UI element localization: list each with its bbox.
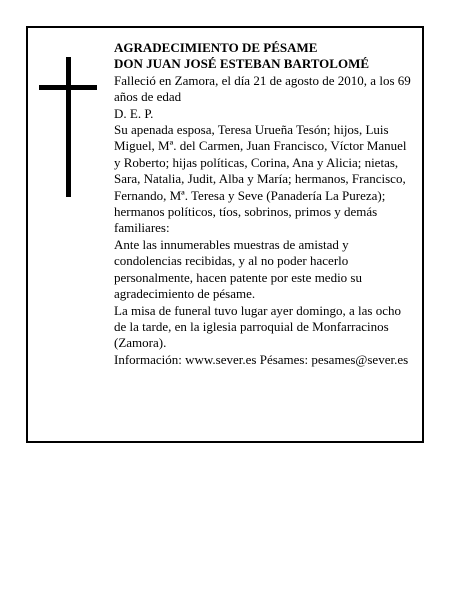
cross-horizontal-bar (39, 85, 97, 90)
notice-title: AGRADECIMIENTO DE PÉSAME (114, 40, 318, 55)
rip-line: D. E. P. (114, 105, 154, 121)
cross-vertical-bar (66, 57, 71, 197)
obituary-notice (26, 26, 424, 443)
thanks-paragraph: Ante las innumerables muestras de amistad y condolencias recibidas, y al no poder hacerlo personalmente, hacen patente por este medio su agradecimiento de pésame. (114, 236, 362, 302)
death-details: Falleció en Zamora, el día 21 de agosto de 2010, a los 69 años de edad (114, 72, 411, 105)
funeral-paragraph: La misa de funeral tuvo lugar ayer domingo, a las ocho de la tarde, en la iglesia parroquial de Monfarracinos (Zamora). (114, 302, 401, 351)
family-list: Su apenada esposa, Teresa Urueña Tesón; hijos, Luis Miguel, Mª. del Carmen, Juan Francisco, Víctor Manuel y Roberto; hijas políticas, Corina, Ana y Alicia; nietas, Sara, Natalia, Judit, Alba y María; hermanos, Francisco, Fernando, Mª. Teresa y Seve (Panadería La Pureza); hermanos políticos, tíos, sobrinos, primos y demás familiares: (114, 122, 407, 236)
notice-text (114, 40, 416, 368)
contact-info: Información: www.sever.es Pésames: pesames@sever.es (114, 351, 409, 367)
deceased-name: DON JUAN JOSÉ ESTEBAN BARTOLOMÉ (114, 56, 370, 72)
